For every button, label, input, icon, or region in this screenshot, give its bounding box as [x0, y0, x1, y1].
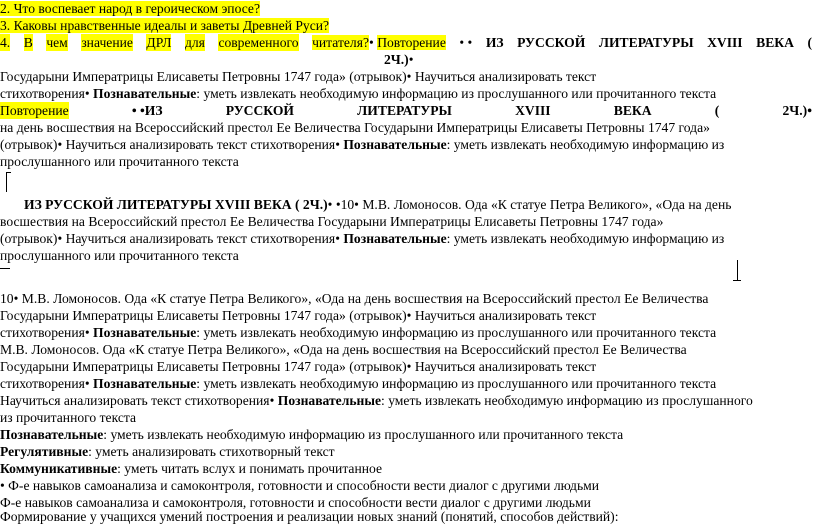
text-cursor	[6, 172, 7, 192]
heading-word: (	[807, 35, 812, 50]
poznav-final: Познавательные: уметь извлекать необходимую информацию из прослушанного или прочитанного текста	[0, 427, 624, 442]
poznav-tail-line-2: прослушанного или прочитанного текста	[0, 248, 239, 263]
poznav-line: стихотворения• Познавательные: уметь извлекать необходимую информацию из прослушанного или прочитанного текста	[0, 86, 717, 101]
form-line: Формирование у учащихся умений построения и реализации новых знаний (понятий, способов действий):	[0, 509, 619, 524]
bullets: • •	[459, 35, 473, 50]
poznav-line-2: (отрывок)• Научиться анализировать текст стихотворения• Познавательные: уметь извлекать необходимую информацию из	[0, 137, 725, 152]
q4-word: ДРЛ	[146, 35, 172, 50]
cursor-tick-2	[733, 280, 741, 281]
underline-mark	[0, 268, 10, 269]
q4-word: современного	[218, 35, 299, 50]
povtorenie-label: Повторение	[0, 103, 69, 118]
komm-line: Коммуникативные: уметь читать вслух и понимать прочитанное	[0, 461, 383, 476]
question-3-text: 3. Каковы нравственные идеалы и заветы Древней Руси?	[0, 18, 330, 33]
poznav-line-5: стихотворения• Познавательные: уметь извлекать необходимую информацию из прослушанного или прочитанного текста	[0, 376, 717, 391]
ode-tail-line: Государыни Императрицы Елисаветы Петровны 1747 года» (отрывок)• Научиться анализировать текст	[0, 69, 597, 84]
question-3	[0, 17, 329, 34]
poznav-tail-line: прослушанного или прочитанного текста	[0, 154, 239, 169]
question-2	[0, 0, 260, 17]
q4-end: читателя?• Повторение	[312, 35, 446, 50]
heading-end-2: 2Ч.)•	[782, 103, 812, 118]
q4-word: для	[184, 35, 205, 50]
heading-bullet: • •ИЗ	[131, 103, 163, 118]
q4-word: чем	[46, 35, 68, 50]
ode-tail-line-3: Государыни Императрицы Елисаветы Петровны 1747 года» (отрывок)• Научиться анализировать текст	[0, 359, 597, 374]
ode-tail-line-2: Государыни Императрицы Елисаветы Петровны 1747 года» (отрывок)• Научиться анализировать текст	[0, 308, 597, 323]
heading-word: XVIII	[707, 35, 743, 50]
question-4-line	[0, 34, 812, 51]
poznav-line-4: стихотворения• Познавательные: уметь извлекать необходимую информацию из прослушанного или прочитанного текста	[0, 325, 717, 340]
analyze-poznav-line: Научиться анализировать текст стихотворения• Познавательные: уметь извлекать необходимую информацию из прослушанного	[0, 393, 753, 408]
fe-line: Ф-е навыков самоанализа и самоконтроля, готовности и способности вести диалог с другими людьми	[0, 495, 591, 510]
ode-num-line: 10• М.В. Ломоносов. Ода «К статуе Петра Великого», «Ода на день восшествия на Всероссийский престол Ее Величества	[0, 291, 709, 306]
heading-word: ВЕКА	[756, 35, 794, 50]
fe-line-bullet: • Ф-е навыков самоанализа и самоконтроля, готовности и способности вести диалог с другими людьми	[0, 478, 600, 493]
q4-word: 4.	[0, 35, 11, 50]
povtorenie-heading-line: Повторение • •ИЗ РУССКОЙ ЛИТЕРАТУРЫ XVIII ВЕКА ( 2Ч.)•	[0, 103, 812, 118]
text-cursor-2	[737, 260, 738, 280]
cursor-tick	[6, 172, 11, 173]
heading-end: 2Ч.)•	[384, 52, 414, 67]
heading-word: РУССКОЙ	[517, 35, 586, 50]
q4-word: В	[23, 35, 33, 50]
heading-word: ИЗ	[485, 35, 504, 50]
q4-word: значение	[81, 35, 133, 50]
reg-line: Регулятивные: уметь анализировать стихотворный текст	[0, 444, 335, 459]
ode-mid-line: восшествия на Всероссийский престол Ее Величества Государыни Императрицы Елисаветы Петровны 1747 года»	[0, 214, 664, 229]
question-2-text: 2. Что воспевает народ в героическом эпосе?	[0, 1, 260, 16]
poznav-tail-line-3: из прочитанного текста	[0, 410, 137, 425]
heading-word: ЛИТЕРАТУРЫ	[598, 35, 694, 50]
ode-mv-line: М.В. Ломоносов. Ода «К статуе Петра Великого», «Ода на день восшествия на Всероссийский престол Ее Величества	[0, 342, 687, 357]
ode-long-line: на день восшествия на Всероссийский престол Ее Величества Государыни Императрицы Елисаветы Петровны 1747 года»	[0, 120, 710, 135]
poznav-line-3: (отрывок)• Научиться анализировать текст стихотворения• Познавательные: уметь извлекать необходимую информацию из	[0, 231, 725, 246]
heading-ode-line: ИЗ РУССКОЙ ЛИТЕРАТУРЫ XVIII ВЕКА ( 2Ч.)• •10• М.В. Ломоносов. Ода «К статуе Петра Великого», «Ода на день	[24, 197, 732, 212]
